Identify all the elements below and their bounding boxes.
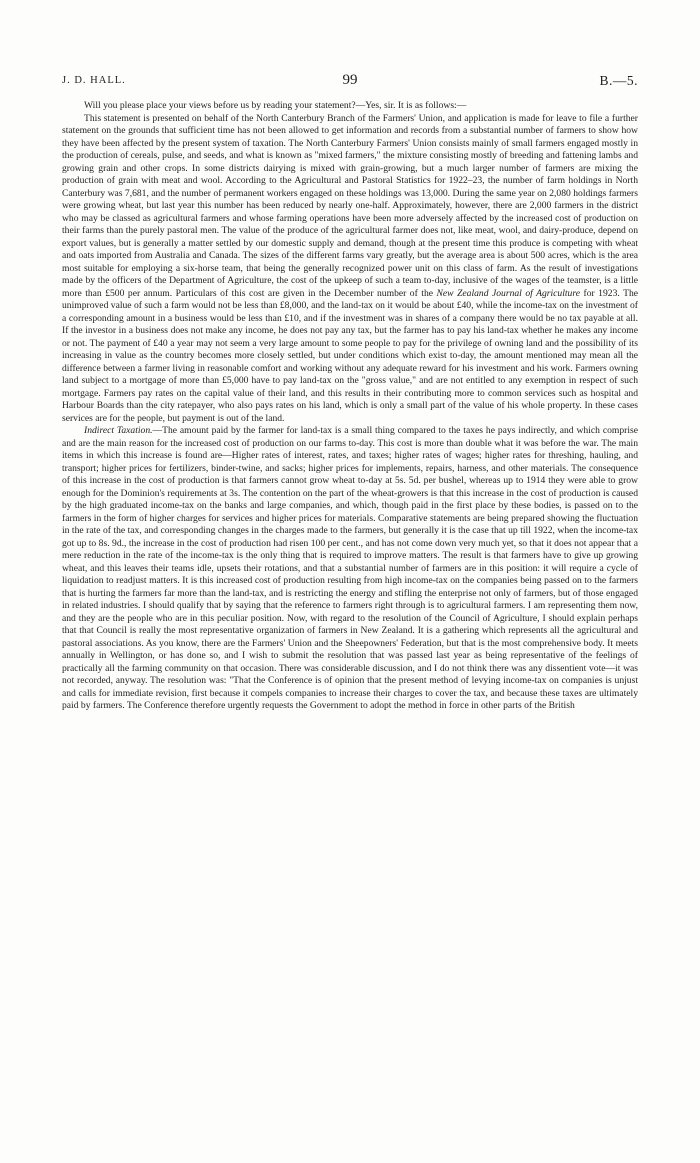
journal-title: New Zealand Journal of Agriculture bbox=[436, 287, 580, 299]
header-witness-name: J. D. HALL. bbox=[62, 75, 126, 86]
paragraph-statement bbox=[62, 113, 638, 426]
page-header bbox=[62, 72, 638, 94]
page-number: 99 bbox=[342, 72, 358, 88]
paragraph-text: This statement is presented on behalf of the North Canterbury Branch of the Farmers' Union, and application is made for leave to file a further statement on the grounds that sufficient time has not been allowed to get information and records from a substantial number of farmers to show how they have been affected by the present system of taxation. The North Canterbury Farmers' Union consists mainly of small farmers engaged mostly in the production of cereals, pulse, and seeds, and what is known as "mixed farmers," the mixture consisting mostly of breeding and fattening lambs and growing grain and other crops. In some districts dairying is mixed with grain-growing, but a much larger number of farmers are mixing the production of grain with meat and wool. According to the Agricultural and Pastoral Statistics for 1922–23, the number of farm holdings in North Canterbury was 7,681, and the number of permanent workers engaged on these holdings was 13,000. During the same year on 2,080 holdings farmers were growing wheat, but last year this number has been reduced by nearly one-half. Approximately, however, there are 2,000 farmers in the district who may be classed as agricultural farmers and whose farming operations have been more adversely affected by the increased cost of production on their farms than the purely pastoral men. The value of the produce of the agricultural farmer does not, like meat, wool, and dairy-produce, depend on export values, but is generally a matter settled by our domestic supply and demand, though at the present time this produce is competing with wheat and oats imported from Australia and Canada. The sizes of the different farms vary greatly, but the average area is about 500 acres, which is the area most suitable for employing a six-horse team, that being the generally recognized power unit on this class of farm. As the result of investigations made by the officers of the Department of Agriculture, the cost of the upkeep of such a team to-day, inclusive of the wages of the teamster, is a little more than £500 per annum. Particulars of this cost are given in the December number of the bbox=[62, 112, 638, 299]
paragraph-indirect-taxation bbox=[62, 425, 638, 713]
document-body bbox=[62, 100, 638, 713]
paragraph-text: for 1923. The unimproved value of such a farm would not be less than £8,000, and the land-tax on it would be about £40, while the income-tax on the investment of a corresponding amount in a business would be less than £10, and if the investment was in shares of a company there would be no tax payable at all. If the investor in a business does not make any income, he does not pay any tax, but the farmer has to pay his land-tax whether he makes any income or not. The payment of £40 a year may not seem a very large amount to some people to pay for the privilege of owning land and the possibility of its increasing in value as the country becomes more closely settled, but under conditions which exist to-day, the amount mentioned may mean all the difference between a farmer living in reasonable comfort and working without any adequate reward for his investment and his work. Farmers owning land subject to a mortgage of more than £5,000 have to pay land-tax on the "gross value," and are not entitled to any exemption in respect of such mortgage. Farmers pay rates on the capital value of their land, and this results in their contributing more to common services such as hospital and Harbour Boards than the city ratepayer, who also pays rates on his land, which is only a small part of the value of his whole property. In these cases services are for the people, but payment is out of the land. bbox=[62, 287, 638, 424]
section-heading: Indirect Taxation. bbox=[84, 425, 153, 436]
document-reference: B.—5. bbox=[599, 73, 638, 88]
paragraph-text: —The amount paid by the farmer for land-tax is a small thing compared to the taxes he pays indirectly, and which comprise and are the main reason for the increased cost of production on our farms to-day. This cost is more than double what it was before the war. The main items in which this increase is found are—Higher rates of interest, rates, and taxes; higher rates of wages; higher rates for threshing, hauling, and transport; higher prices for fertilizers, binder-twine, and sacks; higher prices for implements, repairs, harness, and other materials. The consequence of this increase in the cost of production is that farmers cannot grow wheat to-day at 5s. 5d. per bushel, whereas up to 1914 they were able to grow enough for the Dominion's requirements at 3s. The contention on the part of the wheat-growers is that this increase in the cost of production is caused by the high graduated income-tax on the banks and large companies, and which, though paid in the first place by these bodies, is passed on to the farmers in the form of higher charges for services and higher prices for materials. Comparative statements are being prepared showing the fluctuation in the rate of the tax, and corresponding changes in the charges made to the farmers, but generally it is the case that up till 1922, when the income-tax got up to 8s. 9d., the increase in the cost of production had risen 100 per cent., and has not come down very much yet, so that it does not appear that a mere reduction in the rate of the income-tax is the only thing that is required to improve matters. The result is that farmers have to give up growing wheat, and this leaves their teams idle, upsets their rotations, and that a substantial number of farmers are in this position: it will require a cycle of liquidation to readjust matters. It is this increased cost of production resulting from high income-tax on the companies being passed on to the farmers that is hurting the farmers far more than the land-tax, and is restricting the energy and stifling the enterprise not only of farmers, but of those engaged in related industries. I should qualify that by saying that the reference to farmers right through is to agricultural farmers. I am representing them now, and they are the people who are in this peculiar position. Now, with regard to the resolution of the Council of Agriculture, I should explain perhaps that that Council is really the most representative organization of farmers in New Zealand. It is a gathering which represents all the agricultural and pastoral associations. As you know, there are the Farmers' Union and the Sheepowners' Federation, but that is the most comprehensive body. It meets annually in Wellington, or has done so, and I wish to submit the resolution that was passed last year as being representative of the feelings of practically all the farming community on that occasion. There was considerable discussion, and I do not think there was any dissentient vote—it was not recorded, anyway. The resolution was: "That the Conference is of opinion that the present method of levying income-tax on companies is unjust and calls for immediate revision, first because it compels companies to increase their charges to cover the tax, and because these taxes are ultimately paid by farmers. The Conference therefore urgently requests the Government to adopt the method in force in other parts of the British bbox=[62, 425, 638, 711]
paragraph-question: Will you please place your views before us by reading your statement?—Yes, sir. It is as follows:— bbox=[84, 100, 467, 111]
